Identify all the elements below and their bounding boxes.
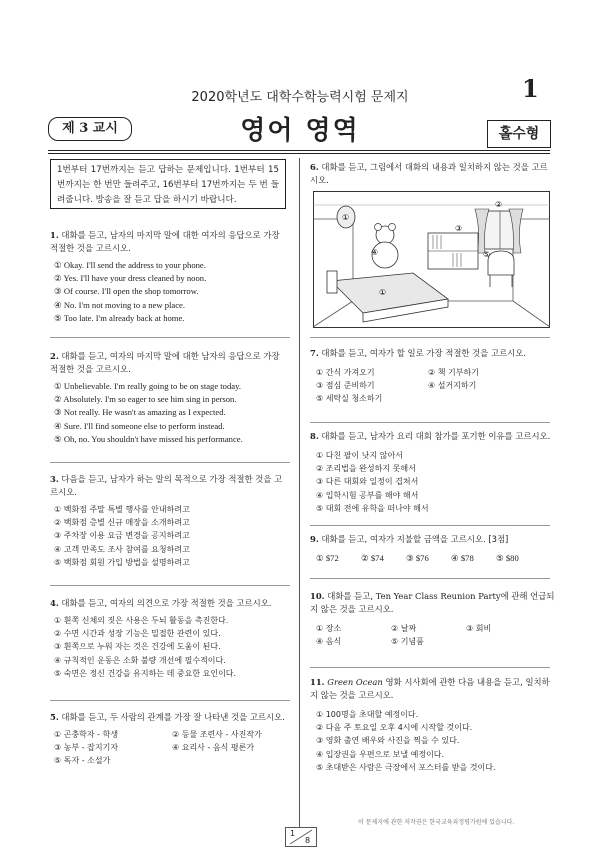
question-number: 5. — [50, 712, 59, 722]
option: ① 백화점 주말 특별 행사를 안내하려고 — [54, 505, 190, 514]
question-number: 1. — [50, 230, 59, 240]
session-label: 제 3 교시 — [48, 117, 132, 141]
exam-title: 2020학년도 대학수학능력시험 문제지 — [191, 90, 409, 105]
divider — [50, 700, 290, 701]
option: ③ 회비 — [466, 624, 492, 633]
option: ③ 다른 대회와 일정이 겹쳐서 — [316, 477, 419, 487]
label-5: ⑤ — [483, 250, 491, 259]
option: ③ 농부 - 잡지기자 — [54, 743, 119, 753]
question-number: 6. — [310, 162, 319, 172]
label-3: ③ — [455, 224, 463, 233]
question-number: 2. — [50, 351, 59, 361]
question-number: 10. — [310, 591, 325, 601]
header-rule — [48, 150, 550, 151]
option: ② 등물 조련사 - 사진작가 — [172, 730, 262, 739]
option: ⑤ 숙면은 정신 건강을 유지하는 데 중요한 요인이다. — [54, 668, 237, 678]
question-1 — [50, 229, 290, 325]
label-1: ① — [342, 213, 350, 222]
question-2 — [50, 350, 290, 446]
bedroom-illustration — [313, 191, 550, 328]
page-indicator — [285, 827, 317, 847]
divider — [310, 525, 550, 526]
option: ③ Not really. He wasn't as amazing as I expected. — [54, 407, 226, 418]
option: ③ 점심 준비하기 — [316, 381, 375, 391]
question-stem-end: 에 관해 언급되지 않은 것을 고르시오. — [310, 591, 555, 614]
option: ⑤ 독자 - 소설가 — [54, 756, 111, 766]
divider — [50, 337, 290, 338]
option: ④ Sure. I'll find someone else to perform instead. — [54, 420, 225, 431]
option: ① Okay. I'll send the address to your phone. — [54, 260, 206, 270]
event-name: Ten Year Class Reunion Party — [375, 591, 501, 601]
question-stem: 대화를 듣고, 여자가 지불할 금액을 고르시오. [3점] — [321, 534, 509, 544]
option: ① $72 — [316, 553, 339, 563]
question-number: 9. — [310, 534, 319, 544]
form-type-badge: 홀수형 — [487, 120, 551, 148]
option: ③ 흰쪽으로 누워 자는 것은 건강에 도움이 된다. — [54, 642, 221, 652]
question-number: 11. — [310, 677, 325, 687]
option: ② 책 기부하기 — [428, 368, 479, 377]
question-6 — [310, 161, 550, 187]
option: ④ 규칙적인 운동은 소화 불량 개선에 필수적이다. — [54, 655, 226, 665]
label-1-bed: ① — [379, 288, 387, 297]
option: ① 흰쪽 신체의 짓은 사용은 두뇌 활동을 촉진한다. — [54, 616, 229, 625]
page-slash — [286, 828, 316, 846]
listening-notice: 1번부터 17번까지는 듣고 답하는 문제입니다. 1번부터 15번까지는 한 번만 들려주고, 16번부터 17번까지는 두 번 들려줍니다. 방송을 잘 듣고 답을 하시기 바랍니다. — [50, 159, 286, 209]
question-9 — [310, 533, 555, 565]
option: ④ 요리사 - 음식 평론가 — [172, 743, 255, 753]
total-pages: 8 — [305, 836, 311, 845]
question-8 — [310, 430, 555, 515]
option: ② 조리법을 완성하지 못해서 — [316, 464, 416, 474]
question-stem: 영화 시사회에 관한 다음 내용을 듣고, 일치하지 않는 것을 고르시오. — [310, 677, 550, 700]
option: ② Absolutely. I'm so eager to see him sing in person. — [54, 394, 237, 405]
divider — [50, 462, 290, 463]
option: ④ 설거지하기 — [428, 381, 477, 391]
option: ② 다음 주 토요일 오후 4시에 시작할 것이다. — [316, 723, 473, 733]
question-stem: 대화를 듣고, 두 사람의 관계를 가장 잘 나타낸 것을 고르시오. — [61, 712, 285, 722]
question-3 — [50, 473, 290, 569]
option: ① 장소 — [316, 624, 342, 633]
option: ④ 고객 만족도 조사 참여를 요청하려고 — [54, 544, 190, 554]
option: ⑤ Too late. I'm already back at home. — [54, 312, 185, 323]
question-number: 3. — [50, 474, 59, 484]
option: ② 수면 시간과 성장 기능은 밀접한 관련이 있다. — [54, 629, 221, 639]
option: ① 간식 가져오기 — [316, 368, 375, 377]
option: ① 곤충학자 - 학생 — [54, 730, 119, 739]
option: ⑤ 세탁실 청소하기 — [316, 394, 383, 404]
option: ⑤ $80 — [496, 553, 519, 563]
option: ③ 주차장 이용 요금 변경을 공지하려고 — [54, 531, 190, 541]
option: ③ 영화 출연 배우와 사진을 찍을 수 있다. — [316, 736, 460, 746]
option: ② Yes. I'll have your dress cleaned by noon. — [54, 273, 207, 284]
divider — [310, 667, 550, 668]
label-4: ④ — [371, 248, 379, 257]
question-7 — [310, 347, 555, 406]
option: ④ 입학시험 공부를 해야 해서 — [316, 490, 419, 500]
question-stem: 대화를 듣고, 여자의 마지막 말에 대한 남자의 응답으로 가장 적절한 것을 고르시오. — [50, 351, 280, 374]
movie-title: Green Ocean — [327, 677, 383, 687]
option: ④ No. I'm not moving to a new place. — [54, 299, 185, 310]
option: ① 다친 팔이 낫지 않아서 — [316, 451, 403, 460]
question-stem: 대화를 듣고, 그림에서 대화의 내용과 일치하지 않는 것을 고르시오. — [310, 162, 548, 185]
divider — [310, 422, 550, 423]
divider — [310, 337, 550, 338]
divider — [50, 585, 290, 586]
label-2: ② — [495, 200, 503, 209]
option: ③ $76 — [406, 553, 429, 563]
question-5 — [50, 711, 300, 768]
option: ⑤ 기념품 — [391, 637, 424, 647]
option: ③ Of course. I'll open the shop tomorrow. — [54, 286, 199, 297]
option: ② 날짜 — [391, 624, 417, 633]
option: ④ 음식 — [316, 637, 342, 647]
copyright-notice: 이 문제지에 관한 저작권은 한국교육과정평가원에 있습니다. — [358, 819, 515, 826]
chair — [488, 251, 514, 275]
header-rule-thin — [48, 153, 550, 154]
option: ⑤ Oh, no. You shouldn't have missed his performance. — [54, 433, 243, 444]
option: ⑤ 초대받은 사람은 극장에서 포스터를 받을 것이다. — [316, 762, 496, 772]
option: ⑤ 대회 전에 유학을 떠나야 해서 — [316, 503, 429, 513]
option: ④ $78 — [451, 553, 474, 563]
question-number: 8. — [310, 431, 319, 441]
question-11 — [310, 676, 555, 774]
option: ⑤ 백화점 회원 가입 방법을 설명하려고 — [54, 557, 190, 567]
option: ④ 입장권을 우편으로 보낼 예정이다. — [316, 749, 445, 759]
question-stem: 대화를 듣고, 여자의 의견으로 가장 적절한 것을 고르시오. — [61, 598, 272, 608]
question-stem: 대화를 듣고, — [327, 591, 376, 601]
option: ② 백화점 층별 신규 매장을 소개하려고 — [54, 518, 190, 528]
question-10 — [310, 590, 555, 648]
question-number: 4. — [50, 598, 59, 608]
option: ① 100명을 초대할 예정이다. — [316, 710, 419, 719]
subject-title: 영어 영역 — [240, 116, 360, 146]
question-stem: 다음을 듣고, 남자가 하는 말의 목적으로 가장 적절한 것을 고르시오. — [50, 474, 283, 497]
option: ① Unbelievable. I'm really going to be on stage today. — [54, 381, 241, 391]
question-stem: 대화를 듣고, 남자가 요리 대회 참가를 포기한 이유를 고르시오. — [321, 431, 551, 441]
option: ② $74 — [361, 553, 384, 563]
current-page: 1 — [290, 829, 296, 838]
question-stem: 대화를 듣고, 남자의 마지막 말에 대한 여자의 응답으로 가장 적절한 것을 고르시오. — [50, 230, 280, 253]
page-number: 1 — [522, 74, 539, 103]
divider — [310, 578, 550, 579]
question-4 — [50, 597, 290, 680]
question-number: 7. — [310, 348, 319, 358]
question-stem: 대화를 듣고, 여자가 할 일로 가장 적절한 것을 고르시오. — [321, 348, 527, 358]
